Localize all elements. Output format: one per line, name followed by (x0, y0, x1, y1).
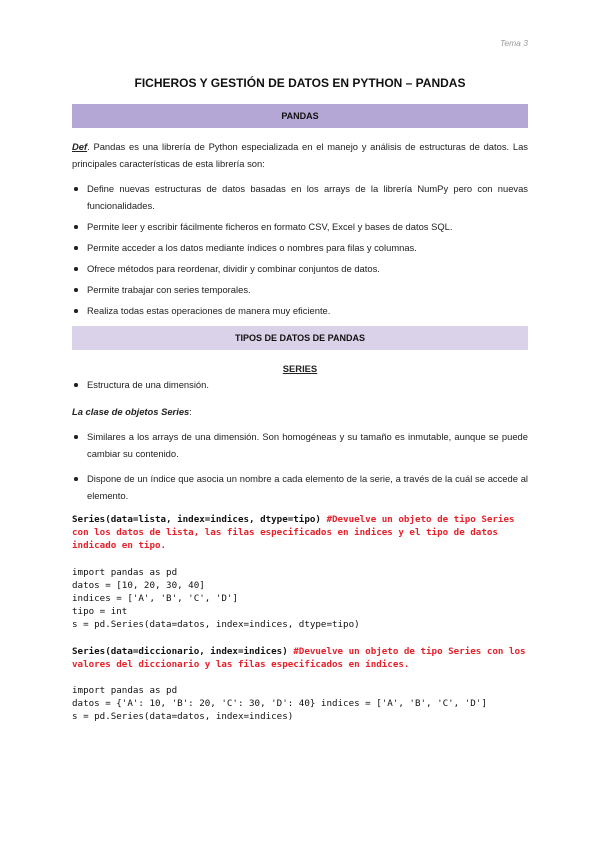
code-line: s = pd.Series(data=datos, index=indices, dtype=tipo) (72, 619, 360, 630)
code-line: s = pd.Series(data=datos, index=indices) (72, 711, 294, 722)
class-label: La clase de objetos Series (72, 406, 190, 417)
list-item: Ofrece métodos para reordenar, dividir y combinar conjuntos de datos. (72, 260, 528, 277)
code-comment: #Devuelve un objeto de tipo Series con los valores del diccionario y las filas especificados en índices. (72, 646, 532, 670)
pandas-features-list (72, 180, 528, 323)
code-line: datos = [10, 20, 30, 40] (72, 580, 205, 591)
code-example-list (72, 566, 532, 631)
header-tema: Tema 3 (499, 38, 528, 48)
list-item: Permite trabajar con series temporales. (72, 281, 528, 298)
series-summary-list (72, 376, 528, 397)
code-comment: #Devuelve un objeto de tipo Series con los datos de lista, las filas especificados en indices y el tipo de datos indicado en tipo. (72, 514, 521, 551)
code-line: import pandas as pd (72, 685, 178, 696)
code-example-dict (72, 684, 532, 723)
class-properties-list (72, 428, 528, 508)
code-line: indices = ['A', 'B', 'C', 'D'] (72, 593, 238, 604)
code-line: datos = {'A': 10, 'B': 20, 'C': 30, 'D': 40} indices = ['A', 'B', 'C', 'D'] (72, 698, 487, 709)
section-band-pandas (72, 104, 528, 128)
list-item: Permite leer y escribir fácilmente ficheros en formato CSV, Excel y bases de datos SQL. (72, 218, 528, 235)
list-item: Permite acceder a los datos mediante índices o nombres para filas y columnas. (72, 239, 528, 256)
definition-paragraph (72, 138, 528, 172)
list-item: Define nuevas estructuras de datos basadas en los arrays de la librería NumPy pero con nuevas funcionalidades. (72, 180, 528, 214)
class-colon: : (189, 406, 192, 417)
section-band-label: TIPOS DE DATOS DE PANDAS (234, 333, 366, 343)
code-line: import pandas as pd (72, 567, 178, 578)
code-signature: Series(data=lista, index=indices, dtype=tipo) (72, 514, 327, 525)
def-text: . Pandas es una librería de Python especializada en el manejo y análisis de estructuras de datos. Las principales características de esta librería son: (72, 141, 528, 169)
list-item: Realiza todas estas operaciones de manera muy eficiente. (72, 302, 528, 319)
code-signature-dict (72, 645, 532, 671)
class-heading (72, 403, 528, 420)
document-title: FICHEROS Y GESTIÓN DE DATOS EN PYTHON – PANDAS (134, 76, 466, 90)
section-band-label: PANDAS (281, 111, 319, 121)
section-band-tipos (72, 326, 528, 350)
list-item: Dispone de un índice que asocia un nombre a cada elemento de la serie, a través de la cuál se accede al elemento. (72, 470, 528, 504)
code-line: tipo = int (72, 606, 128, 617)
code-signature-list (72, 513, 532, 552)
list-item: Similares a los arrays de una dimensión. Son homogéneas y su tamaño es inmutable, aunque se puede cambiar su contenido. (72, 428, 528, 462)
def-label: Def (72, 141, 88, 152)
series-heading: SERIES (282, 363, 318, 374)
code-signature: Series(data=diccionario, index=indices) (72, 646, 294, 657)
list-item: Estructura de una dimensión. (72, 376, 528, 393)
